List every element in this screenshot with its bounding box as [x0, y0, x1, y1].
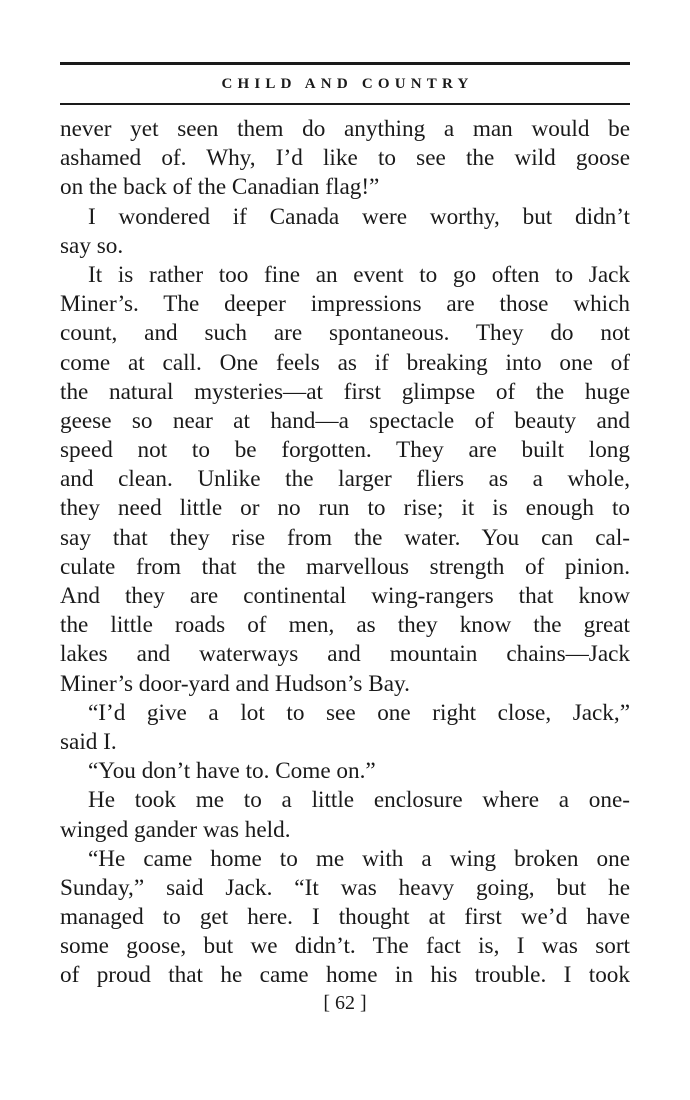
text-line: ashamed of. Why, I’d like to see the wild goose: [60, 145, 630, 172]
text-line: the natural mysteries—at first glimpse of the huge: [60, 378, 630, 405]
text-line: come at call. One feels as if breaking into one of: [60, 349, 630, 376]
text-line: never yet seen them do anything a man would be: [60, 116, 630, 142]
text-line: managed to get here. I thought at first we’d have: [60, 904, 630, 931]
text-line: I wondered if Canada were worthy, but didn’t: [88, 203, 630, 230]
text-line: He took me to a little enclosure where a one-: [88, 787, 630, 814]
book-page: [60, 62, 630, 1014]
header-rule-bottom: [60, 103, 630, 105]
page-number: [ 62 ]: [323, 992, 367, 1014]
running-head: CHILD AND COUNTRY: [221, 76, 474, 92]
text-line: Sunday,” said Jack. “It was heavy going, but he: [60, 874, 630, 901]
text-line: they need little or no run to rise; it is enough to: [60, 495, 630, 522]
text-line: of proud that he came home in his trouble. I took: [60, 962, 630, 989]
text-line: lakes and waterways and mountain chains—Jack: [60, 641, 630, 668]
text-line: some goose, but we didn’t. The fact is, I was sort: [60, 933, 630, 960]
text-line: “I’d give a lot to see one right close, Jack,”: [88, 699, 630, 726]
text-line: and clean. Unlike the larger fliers as a whole,: [60, 466, 630, 493]
text-line: “You don’t have to. Come on.”: [88, 758, 376, 785]
body-text: [60, 115, 630, 991]
text-line: speed not to be forgotten. They are built long: [60, 437, 630, 464]
text-line: said I.: [60, 728, 117, 755]
text-line: “He came home to me with a wing broken one: [88, 845, 630, 872]
text-line: say so.: [60, 232, 124, 259]
text-line: geese so near at hand—a spectacle of beauty and: [60, 407, 630, 434]
text-line: And they are continental wing-rangers that know: [60, 583, 630, 609]
text-line: on the back of the Canadian flag!”: [60, 174, 380, 201]
text-line: Miner’s door-yard and Hudson’s Bay.: [60, 670, 410, 697]
text-line: It is rather too fine an event to go often to Jack: [88, 261, 630, 288]
text-line: say that they rise from the water. You can cal-: [60, 524, 630, 551]
text-line: winged gander was held.: [60, 816, 291, 843]
text-line: Miner’s. The deeper impressions are those which: [60, 291, 630, 318]
text-line: count, and such are spontaneous. They do not: [60, 320, 630, 347]
text-line: culate from that the marvellous strength of pinion.: [60, 553, 630, 580]
text-line: the little roads of men, as they know the great: [60, 612, 630, 639]
